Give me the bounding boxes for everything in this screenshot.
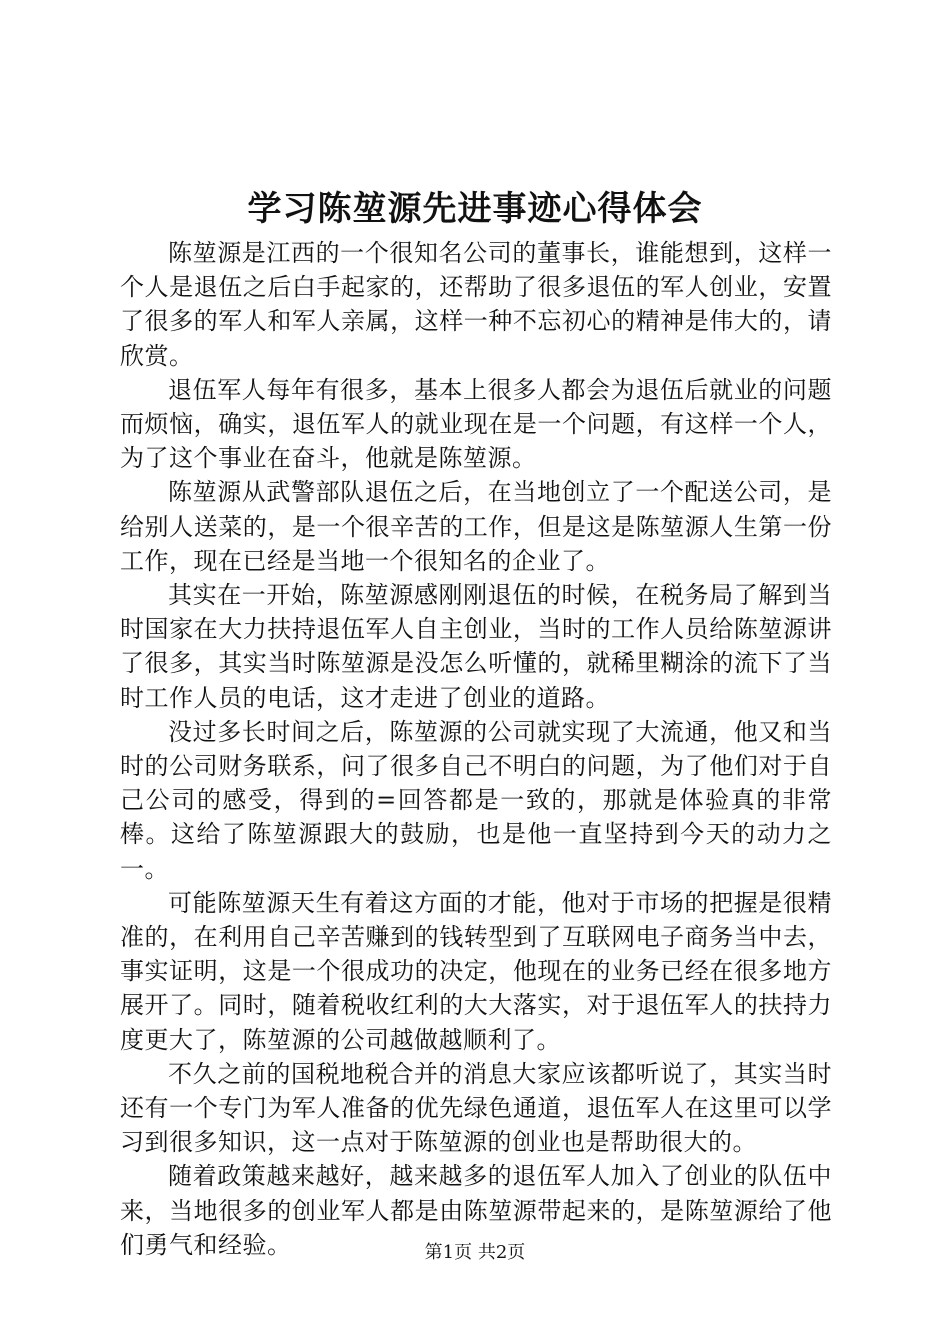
paragraph: 其实在一开始，陈堃源感刚刚退伍的时候，在税务局了解到当时国家在大力扶持退伍军人自主创业，当时的工作人员给陈堃源讲了很多，其实当时陈堃源是没怎么听懂的，就稀里糊涂的流下了当时工作人员的电话，这才走进了创业的道路。 xyxy=(120,581,832,712)
paragraph: 没过多长时间之后，陈堃源的公司就实现了大流通，他又和当时的公司财务联系，问了很多自己不明白的问题，为了他们对于自己公司的感受，得到的=回答都是一致的，那就是体验真的非常棒。这给了陈堃源跟大的鼓励，也是他一直坚持到今天的动力之一。 xyxy=(120,717,832,883)
paragraph: 陈堃源是江西的一个很知名公司的董事长，谁能想到，这样一个人是退伍之后白手起家的，还帮助了很多退伍的军人创业，安置了很多的军人和军人亲属，这样一种不忘初心的精神是伟大的，请欣赏。 xyxy=(120,239,832,370)
paragraph: 不久之前的国税地税合并的消息大家应该都听说了，其实当时还有一个专门为军人准备的优先绿色通道，退伍军人在这里可以学习到很多知识，这一点对于陈堃源的创业也是帮助很大的。 xyxy=(120,1059,832,1157)
document-title: 学习陈堃源先进事迹心得体会 xyxy=(247,189,703,229)
paragraph: 陈堃源从武警部队退伍之后，在当地创立了一个配送公司，是给别人送菜的，是一个很辛苦的工作，但是这是陈堃源人生第一份工作，现在已经是当地一个很知名的企业了。 xyxy=(120,478,832,575)
page-footer: 第1页 共2页 xyxy=(424,1242,526,1263)
document-body xyxy=(120,236,832,1262)
paragraph: 随着政策越来越好，越来越多的退伍军人加入了创业的队伍中来，当地很多的创业军人都是由陈堃源带起来的，是陈堃源给了他们勇气和经验。 xyxy=(120,1162,832,1259)
paragraph: 可能陈堃源天生有着这方面的才能，他对于市场的把握是很精准的，在利用自己辛苦赚到的钱转型到了互联网电子商务当中去，事实证明，这是一个很成功的决定，他现在的业务已经在很多地方展开了。同时，随着税收红利的大大落实，对于退伍军人的扶持力度更大了，陈堃源的公司越做越顺利了。 xyxy=(120,888,832,1054)
paragraph: 退伍军人每年有很多，基本上很多人都会为退伍后就业的问题而烦恼，确实，退伍军人的就业现在是一个问题，有这样一个人，为了这个事业在奋斗，他就是陈堃源。 xyxy=(120,375,832,473)
